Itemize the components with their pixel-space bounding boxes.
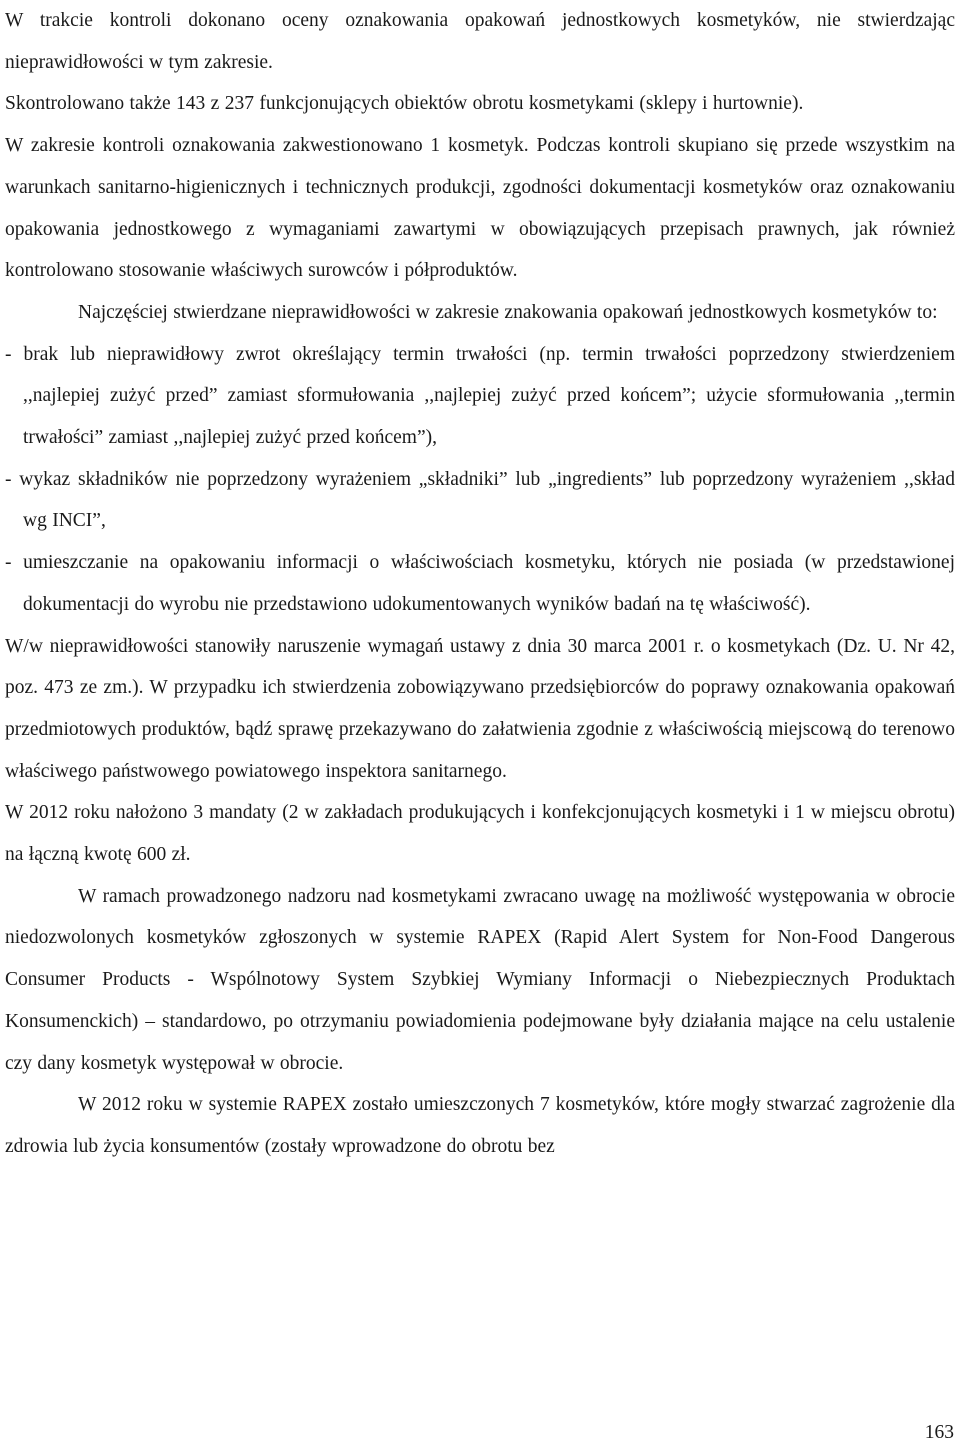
paragraph-labeling-assessment: W trakcie kontroli dokonano oceny oznakowania opakowań jednostkowych kosmetyków, nie stwierdzając nieprawidłowości w tym zakresie.: [5, 10, 955, 73]
paragraph-rapex-2012: W 2012 roku w systemie RAPEX zostało umieszczonych 7 kosmetyków, które mogły stwarzać zagrożenie dla zdrowia lub życia konsumentów (zostały wprowadzone do obrotu bez: [5, 1094, 955, 1157]
document-page: [5, 0, 955, 1168]
page-number: 163: [924, 1422, 954, 1443]
list-item-shelf-life: - brak lub nieprawidłowy zwrot określający termin trwałości (np. termin trwałości poprzedzony stwierdzeniem ,,najlepiej zużyć przed” zamiast sformułowania ,,najlepiej zużyć przed końcem”; użycie sformułowania ,,termin trwałości” zamiast ,,najlepiej zużyć przed końcem”),: [5, 343, 955, 449]
paragraph-common-irregularities: Najczęściej stwierdzane nieprawidłowości w zakresie znakowania opakowań jednostkowych kosmetyków to:: [78, 301, 938, 323]
paragraph-retail-inspections: Skontrolowano także 143 z 237 funkcjonujących obiektów obrotu kosmetykami (sklepy i hurtownie).: [5, 93, 804, 115]
list-item-ingredients: - wykaz składników nie poprzedzony wyrażeniem „składniki” lub „ingredients” lub poprzedzony wyrażeniem ,,skład wg INCI”,: [5, 468, 955, 532]
paragraph-fines: W 2012 roku nałożono 3 mandaty (2 w zakładach produkujących i konfekcjonujących kosmetyki i 1 w miejscu obrotu) na łączną kwotę 600 zł.: [5, 802, 955, 866]
paragraph-inspection-scope: W zakresie kontroli oznakowania zakwestionowano 1 kosmetyk. Podczas kontroli skupiano się przede wszystkim na warunkach sanitarno-higienicznych i technicznych produkcji, zgodności dokumentacji kosmetyków oraz oznakowaniu opakowania jednostkowego z wymaganiami zawartymi w obowiązujących przepisach prawnych, jak również kontrolowano stosowanie właściwych surowców i półproduktów.: [5, 135, 955, 282]
paragraph-legal-violations: W/w nieprawidłowości stanowiły naruszenie wymagań ustawy z dnia 30 marca 2001 r. o kosmetykach (Dz. U. Nr 42, poz. 473 ze zm.). W przypadku ich stwierdzenia zobowiązywano przedsiębiorców do poprawy oznakowania opakowań przedmiotowych produktów, bądź sprawę przekazywano do załatwienia zgodnie z właściwością miejscową do terenowo właściwego państwowego powiatowego inspektora sanitarnego.: [5, 635, 955, 782]
paragraph-rapex-supervision: W ramach prowadzonego nadzoru nad kosmetykami zwracano uwagę na możliwość występowania w obrocie niedozwolonych kosmetyków zgłoszonych w systemie RAPEX (Rapid Alert System for Non-Food Dangerous Consumer Products - Wspólnotowy System Szybkiej Wymiany Informacji o Niebezpiecznych Produktach Konsumenckich) – standardowo, po otrzymaniu powiadomienia podejmowane były działania mające na celu ustalenie czy dany kosmetyk występował w obrocie.: [5, 885, 955, 1074]
list-item-product-claims: - umieszczanie na opakowaniu informacji o właściwościach kosmetyku, których nie posiada (w przedstawionej dokumentacji do wyrobu nie przedstawiono udokumentowanych wyników badań na tę właściwość).: [5, 552, 955, 615]
